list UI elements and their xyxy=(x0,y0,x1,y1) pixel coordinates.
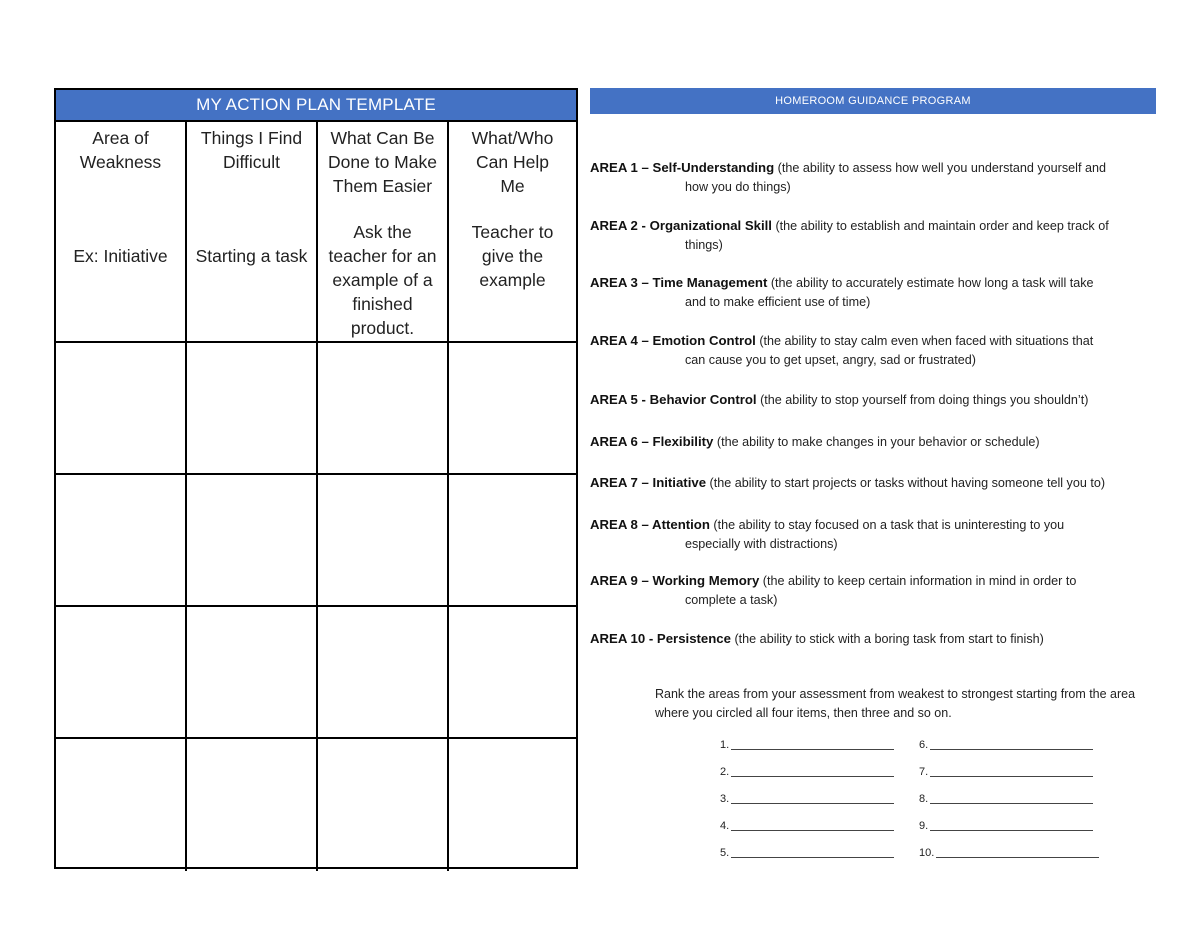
blank-line[interactable] xyxy=(930,775,1093,777)
area-item xyxy=(590,473,1165,493)
header-cell-who-can-help xyxy=(449,122,576,343)
blank-line[interactable] xyxy=(936,856,1099,858)
area-item xyxy=(590,515,1165,554)
area-description-cont: especially with distractions) xyxy=(685,537,838,551)
blank-line[interactable] xyxy=(731,856,894,858)
header-label: What/Who Can Help Me xyxy=(471,128,554,196)
rank-number: 5. xyxy=(720,847,730,859)
rank-number: 2. xyxy=(720,766,730,778)
area-item xyxy=(590,158,1165,197)
rank-instruction: Rank the areas from your assessment from weakest to strongest starting from the area where you circled all four items, then three and so on. xyxy=(655,687,1136,720)
action-plan-grid xyxy=(56,122,576,871)
area-label: AREA 10 - Persistence xyxy=(590,631,731,646)
program-banner: HOMEROOM GUIDANCE PROGRAM xyxy=(590,88,1156,114)
blank-line[interactable] xyxy=(731,829,894,831)
rank-blank[interactable] xyxy=(919,793,1093,805)
area-description: (the ability to accurately estimate how long a task will take xyxy=(770,276,1094,290)
area-description: (the ability to keep certain information in mind in order to xyxy=(762,574,1077,588)
area-description-cont: complete a task) xyxy=(685,593,778,607)
area-description: (the ability to stay focused on a task that is uninteresting to you xyxy=(713,518,1065,532)
rank-blank[interactable] xyxy=(720,793,894,805)
rank-number: 1. xyxy=(720,739,730,751)
area-item xyxy=(590,629,1165,649)
rank-number: 8. xyxy=(919,793,929,805)
blank-line[interactable] xyxy=(731,775,894,777)
rank-blank[interactable] xyxy=(720,820,894,832)
rank-blank[interactable] xyxy=(919,766,1093,778)
rank-number: 7. xyxy=(919,766,929,778)
area-description: (the ability to stop yourself from doing things you shouldn’t) xyxy=(760,393,1089,407)
area-item xyxy=(590,216,1165,255)
area-label: AREA 8 – Attention xyxy=(590,517,710,532)
area-item xyxy=(590,571,1165,610)
blank-cell[interactable] xyxy=(187,475,318,607)
example-label: Starting a task xyxy=(195,246,308,266)
area-item xyxy=(590,432,1165,452)
blank-line[interactable] xyxy=(731,748,894,750)
area-label: AREA 9 – Working Memory xyxy=(590,573,760,588)
blank-line[interactable] xyxy=(930,802,1093,804)
rank-number: 9. xyxy=(919,820,929,832)
example-label: Ex: Initiative xyxy=(73,246,168,266)
area-description-cont: can cause you to get upset, angry, sad or frustrated) xyxy=(685,353,976,367)
rank-blank[interactable] xyxy=(919,739,1093,751)
blank-cell[interactable] xyxy=(449,739,576,871)
blank-cell[interactable] xyxy=(318,739,449,871)
area-description: (the ability to assess how well you understand yourself and xyxy=(777,161,1106,175)
header-label: Area of Weakness xyxy=(79,128,162,172)
rank-number: 3. xyxy=(720,793,730,805)
rank-blank[interactable] xyxy=(919,847,1099,859)
rank-blank[interactable] xyxy=(720,739,894,751)
blank-cell[interactable] xyxy=(187,607,318,739)
blank-cell[interactable] xyxy=(318,343,449,475)
action-plan-title: MY ACTION PLAN TEMPLATE xyxy=(56,90,576,122)
rank-blank[interactable] xyxy=(720,766,894,778)
header-label: Things I Find Difficult xyxy=(200,128,303,172)
blank-line[interactable] xyxy=(930,748,1093,750)
blank-cell[interactable] xyxy=(56,739,187,871)
rank-number: 10. xyxy=(919,847,935,859)
blank-cell[interactable] xyxy=(318,475,449,607)
area-description: (the ability to stick with a boring task from start to finish) xyxy=(734,632,1044,646)
blank-cell[interactable] xyxy=(56,607,187,739)
blank-cell[interactable] xyxy=(449,607,576,739)
example-label: Teacher to give the example xyxy=(471,222,554,290)
area-label: AREA 7 – Initiative xyxy=(590,475,707,490)
blank-cell[interactable] xyxy=(187,739,318,871)
area-item xyxy=(590,390,1165,410)
blank-cell[interactable] xyxy=(56,475,187,607)
area-label: AREA 1 – Self-Understanding xyxy=(590,160,775,175)
area-description-cont: how you do things) xyxy=(685,180,791,194)
blank-cell[interactable] xyxy=(449,343,576,475)
area-label: AREA 3 – Time Management xyxy=(590,275,768,290)
area-description: (the ability to establish and maintain order and keep track of xyxy=(775,219,1109,233)
rank-number: 4. xyxy=(720,820,730,832)
area-item xyxy=(590,331,1165,370)
blank-cell[interactable] xyxy=(187,343,318,475)
rank-number: 6. xyxy=(919,739,929,751)
header-cell-things-difficult xyxy=(187,122,318,343)
area-label: AREA 4 – Emotion Control xyxy=(590,333,756,348)
rank-blank[interactable] xyxy=(720,847,894,859)
area-description: (the ability to make changes in your behavior or schedule) xyxy=(716,435,1040,449)
area-label: AREA 5 - Behavior Control xyxy=(590,392,757,407)
rank-blank[interactable] xyxy=(919,820,1093,832)
action-plan-table xyxy=(54,88,578,869)
area-item xyxy=(590,273,1165,312)
area-description: (the ability to start projects or tasks without having someone tell you to) xyxy=(709,476,1106,490)
area-description-cont: and to make efficient use of time) xyxy=(685,295,871,309)
blank-cell[interactable] xyxy=(56,343,187,475)
area-label: AREA 2 - Organizational Skill xyxy=(590,218,772,233)
header-label: What Can Be Done to Make Them Easier xyxy=(328,128,437,196)
header-cell-what-can-be-done xyxy=(318,122,449,343)
area-label: AREA 6 – Flexibility xyxy=(590,434,714,449)
blank-cell[interactable] xyxy=(318,607,449,739)
blank-line[interactable] xyxy=(731,802,894,804)
example-label: Ask the teacher for an example of a finished product. xyxy=(328,222,437,338)
header-cell-area-of-weakness xyxy=(56,122,187,343)
area-description: (the ability to stay calm even when faced with situations that xyxy=(759,334,1094,348)
blank-line[interactable] xyxy=(930,829,1093,831)
area-description-cont: things) xyxy=(685,238,723,252)
blank-cell[interactable] xyxy=(449,475,576,607)
